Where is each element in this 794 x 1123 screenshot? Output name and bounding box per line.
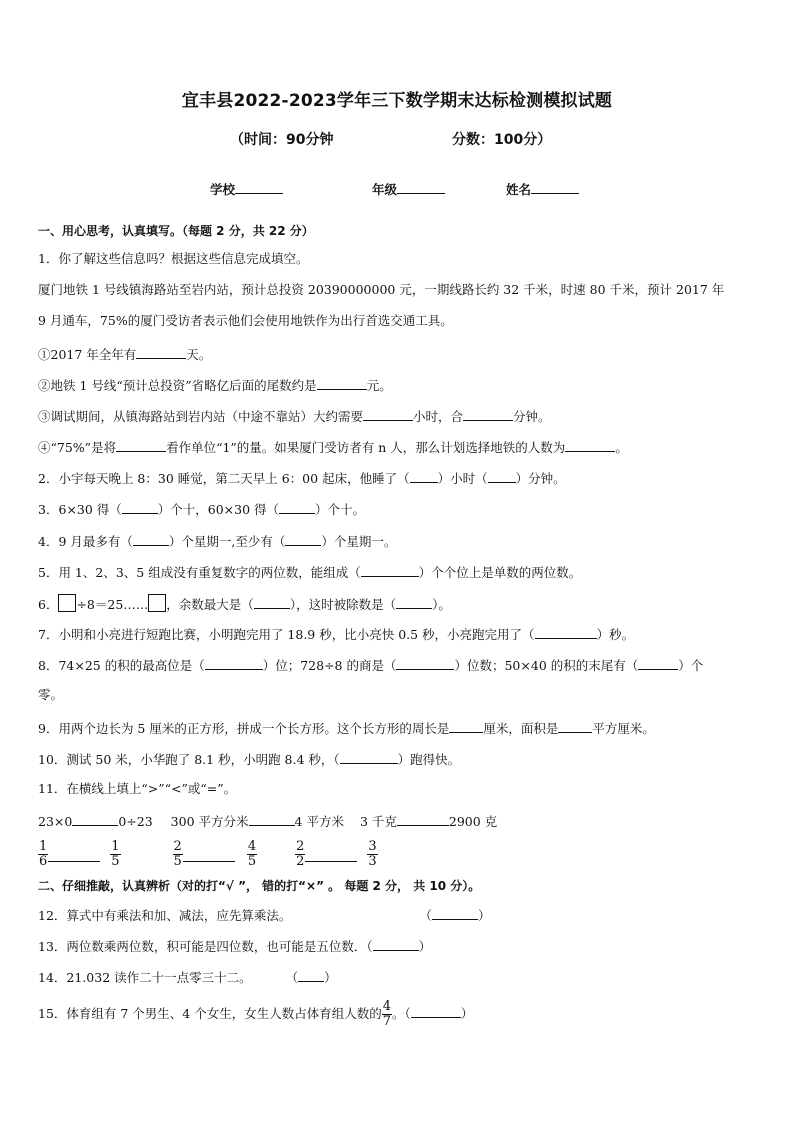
text: ） xyxy=(460,1006,474,1021)
answer-blank[interactable] xyxy=(305,848,357,862)
text: ）个星期一。 xyxy=(321,534,397,549)
grade-blank[interactable] xyxy=(397,181,445,194)
q1-text-a: 厦门地铁 1 号线镇海路站至岩内站，预计总投资 20390000000 元，一期线路长约 32 千米，时速 80 千米，预计 2017 年 xyxy=(38,282,725,297)
text: 23×0 xyxy=(38,814,73,829)
text: ）个十。 xyxy=(315,502,366,517)
page-title: 宜丰县2022-2023学年三下数学期末达标检测模拟试题 xyxy=(181,91,613,111)
text: （ xyxy=(419,908,432,923)
q1-sub1 xyxy=(38,345,211,363)
text: ）位数；50×40 的积的末尾有（ xyxy=(454,658,639,673)
q1-sub3 xyxy=(38,407,551,425)
denominator: 2 xyxy=(296,854,305,869)
text: ）小时（ xyxy=(437,471,488,486)
text: ③调试期间，从镇海路站到岩内站（中途不靠站）大约需要 xyxy=(38,409,364,424)
answer-blank[interactable] xyxy=(396,656,454,670)
answer-blank[interactable] xyxy=(558,719,592,733)
text: ）秒。 xyxy=(596,627,635,642)
q2 xyxy=(38,469,566,487)
text: ）位；728÷8 的商是（ xyxy=(262,658,397,673)
text: ④“75%”是将 xyxy=(38,440,117,455)
text: 14．21.032 读作二十一点零三十二。 xyxy=(38,970,252,985)
answer-blank[interactable] xyxy=(463,407,513,421)
text: 8．74×25 的积的最高位是（ xyxy=(38,658,205,673)
name-field xyxy=(506,180,579,198)
denominator: 3 xyxy=(368,854,377,869)
denominator: 5 xyxy=(111,854,120,869)
q1-intro: 1．你了解这些信息吗？根据这些信息完成填空。 xyxy=(38,251,309,266)
time-label: （时间：90分钟 xyxy=(230,132,334,148)
blank-box[interactable] xyxy=(58,594,76,612)
answer-blank[interactable] xyxy=(340,750,398,764)
score-label: 分数：100分） xyxy=(452,132,552,148)
text: ，余数最大是（ xyxy=(166,597,254,612)
grade-label: 年级 xyxy=(372,182,398,197)
text: 6． xyxy=(38,597,59,612)
answer-blank[interactable] xyxy=(373,937,419,951)
text: ）跑得快。 xyxy=(397,752,461,767)
text: 小时，合 xyxy=(413,409,464,424)
text: 3 千克 xyxy=(359,814,397,829)
q8-cont: 零。 xyxy=(38,687,64,702)
answer-blank[interactable] xyxy=(254,595,290,609)
text: ）分钟。 xyxy=(515,471,566,486)
text: ）个十，60×30 得（ xyxy=(157,502,280,517)
text: 2．小宇每天晚上 8：30 睡觉，第二天早上 6：00 起床，他睡了（ xyxy=(38,471,410,486)
text: 元。 xyxy=(366,378,392,393)
q15 xyxy=(38,1000,473,1029)
q6 xyxy=(38,594,451,613)
answer-blank[interactable] xyxy=(397,812,449,826)
q1-sub4 xyxy=(38,438,628,456)
denominator: 6 xyxy=(39,854,48,869)
q3 xyxy=(38,500,365,518)
q1-sub2 xyxy=(38,376,392,394)
fraction xyxy=(382,1000,392,1029)
text: ）。 xyxy=(432,597,451,612)
text: （ xyxy=(285,970,299,985)
school-blank[interactable] xyxy=(235,181,283,194)
school-field xyxy=(210,180,283,198)
answer-blank[interactable] xyxy=(205,656,263,670)
answer-blank[interactable] xyxy=(249,812,295,826)
text: 。（ xyxy=(392,1006,411,1021)
answer-blank[interactable] xyxy=(136,345,186,359)
text: ②地铁 1 号线“预计总投资”省略亿后面的尾数约是 xyxy=(38,378,317,393)
text: 12．算式中有乘法和加、减法，应先算乘法。 xyxy=(38,908,292,923)
denominator: 5 xyxy=(247,854,257,869)
q5 xyxy=(38,563,581,581)
text: ）个 xyxy=(678,658,704,673)
text: 300 平方分米 xyxy=(170,814,249,829)
text: 4．9 月最多有（ xyxy=(38,534,133,549)
section1-heading: 一、用心思考，认真填写。（每题 2 分，共 22 分） xyxy=(38,224,314,238)
answer-blank[interactable] xyxy=(298,968,324,982)
answer-blank[interactable] xyxy=(183,848,235,862)
text: 。 xyxy=(615,440,628,455)
fraction xyxy=(247,840,257,869)
text: 0÷23 xyxy=(118,814,153,829)
text: ） xyxy=(477,908,491,923)
answer-blank[interactable] xyxy=(638,656,678,670)
section2-heading: 二、仔细推敲，认真辨析（对的打“√ ”， 错的打“×” 。 每题 2 分， 共 10 分）。 xyxy=(38,879,481,893)
answer-blank[interactable] xyxy=(449,719,483,733)
answer-blank[interactable] xyxy=(116,438,166,452)
name-label: 姓名 xyxy=(506,182,532,197)
fraction xyxy=(173,840,183,869)
q12 xyxy=(38,906,490,924)
q1-text-b: 9 月通车，75%的厦门受访者表示他们会使用地铁作为出行首选交通工具。 xyxy=(38,313,453,328)
text: 看作单位“1”的量。如果厦门受访者有 n 人，那么计划选择地铁的人数为 xyxy=(166,440,566,455)
answer-blank[interactable] xyxy=(285,532,321,546)
denominator: 7 xyxy=(382,1014,392,1029)
q11-row1 xyxy=(38,812,497,830)
text: ）个星期一,至少有（ xyxy=(168,534,286,549)
text: 平方厘米。 xyxy=(592,721,655,736)
numerator: 2 xyxy=(173,839,182,854)
answer-blank[interactable] xyxy=(396,595,432,609)
answer-blank[interactable] xyxy=(72,812,118,826)
text: ）个个位上是单数的两位数。 xyxy=(418,565,582,580)
q13 xyxy=(38,937,431,955)
text: 2900 克 xyxy=(448,814,498,829)
text: 天。 xyxy=(186,347,212,362)
answer-blank[interactable] xyxy=(363,407,413,421)
school-label: 学校 xyxy=(210,182,236,197)
numerator: 1 xyxy=(39,839,48,854)
text: 13．两位数乘两位数，积可能是四位数，也可能是五位数．（ xyxy=(38,939,373,954)
grade-field xyxy=(372,180,445,198)
text: 7．小明和小亮进行短跑比赛，小明跑完用了 18.9 秒，比小亮快 0.5 秒，小亮跑完用了（ xyxy=(38,627,535,642)
blank-box[interactable] xyxy=(148,594,166,612)
numerator: 1 xyxy=(111,839,120,854)
answer-blank[interactable] xyxy=(133,532,169,546)
fraction xyxy=(38,840,48,869)
q10 xyxy=(38,750,460,768)
numerator: 4 xyxy=(382,999,392,1014)
answer-blank[interactable] xyxy=(410,469,438,483)
answer-blank[interactable] xyxy=(317,376,367,390)
text: 分钟。 xyxy=(513,409,551,424)
fraction xyxy=(367,840,377,869)
numerator: 4 xyxy=(247,839,257,854)
text: 5．用 1、2、3、5 组成没有重复数字的两位数，能组成（ xyxy=(38,565,361,580)
text: ） xyxy=(324,970,337,985)
answer-blank[interactable] xyxy=(565,438,615,452)
answer-blank[interactable] xyxy=(535,625,597,639)
answer-blank[interactable] xyxy=(122,500,158,514)
text: 15．体育组有 7 个男生、4 个女生，女生人数占体育组人数的 xyxy=(38,1006,382,1021)
text: 3．6×30 得（ xyxy=(38,502,122,517)
q8 xyxy=(38,656,703,674)
text: 厘米，面积是 xyxy=(483,721,559,736)
answer-blank[interactable] xyxy=(48,848,100,862)
text: ÷8＝25…… xyxy=(76,597,149,612)
q9 xyxy=(38,719,655,737)
numerator: 3 xyxy=(368,839,377,854)
answer-blank[interactable] xyxy=(488,469,516,483)
text: ） xyxy=(418,939,432,954)
fraction xyxy=(110,840,120,869)
q14 xyxy=(38,968,337,986)
text: ），这时被除数是（ xyxy=(289,597,397,612)
name-blank[interactable] xyxy=(531,181,579,194)
q11-intro: 11．在横线上填上“>”“<”或“=”。 xyxy=(38,781,237,796)
text: ①2017 年全年有 xyxy=(38,347,137,362)
q11-row2 xyxy=(38,838,378,870)
q7 xyxy=(38,625,634,643)
fraction xyxy=(295,840,305,869)
answer-blank[interactable] xyxy=(411,1004,461,1018)
text: 4 平方米 xyxy=(294,814,344,829)
answer-blank[interactable] xyxy=(361,563,419,577)
q4 xyxy=(38,532,396,550)
numerator: 2 xyxy=(296,839,305,854)
answer-blank[interactable] xyxy=(279,500,315,514)
answer-blank[interactable] xyxy=(432,906,478,920)
denominator: 5 xyxy=(173,854,182,869)
text: 10．测试 50 米，小华跑了 8.1 秒，小明跑 8.4 秒，（ xyxy=(38,752,340,767)
text: 9．用两个边长为 5 厘米的正方形，拼成一个长方形。这个长方形的周长是 xyxy=(38,721,450,736)
